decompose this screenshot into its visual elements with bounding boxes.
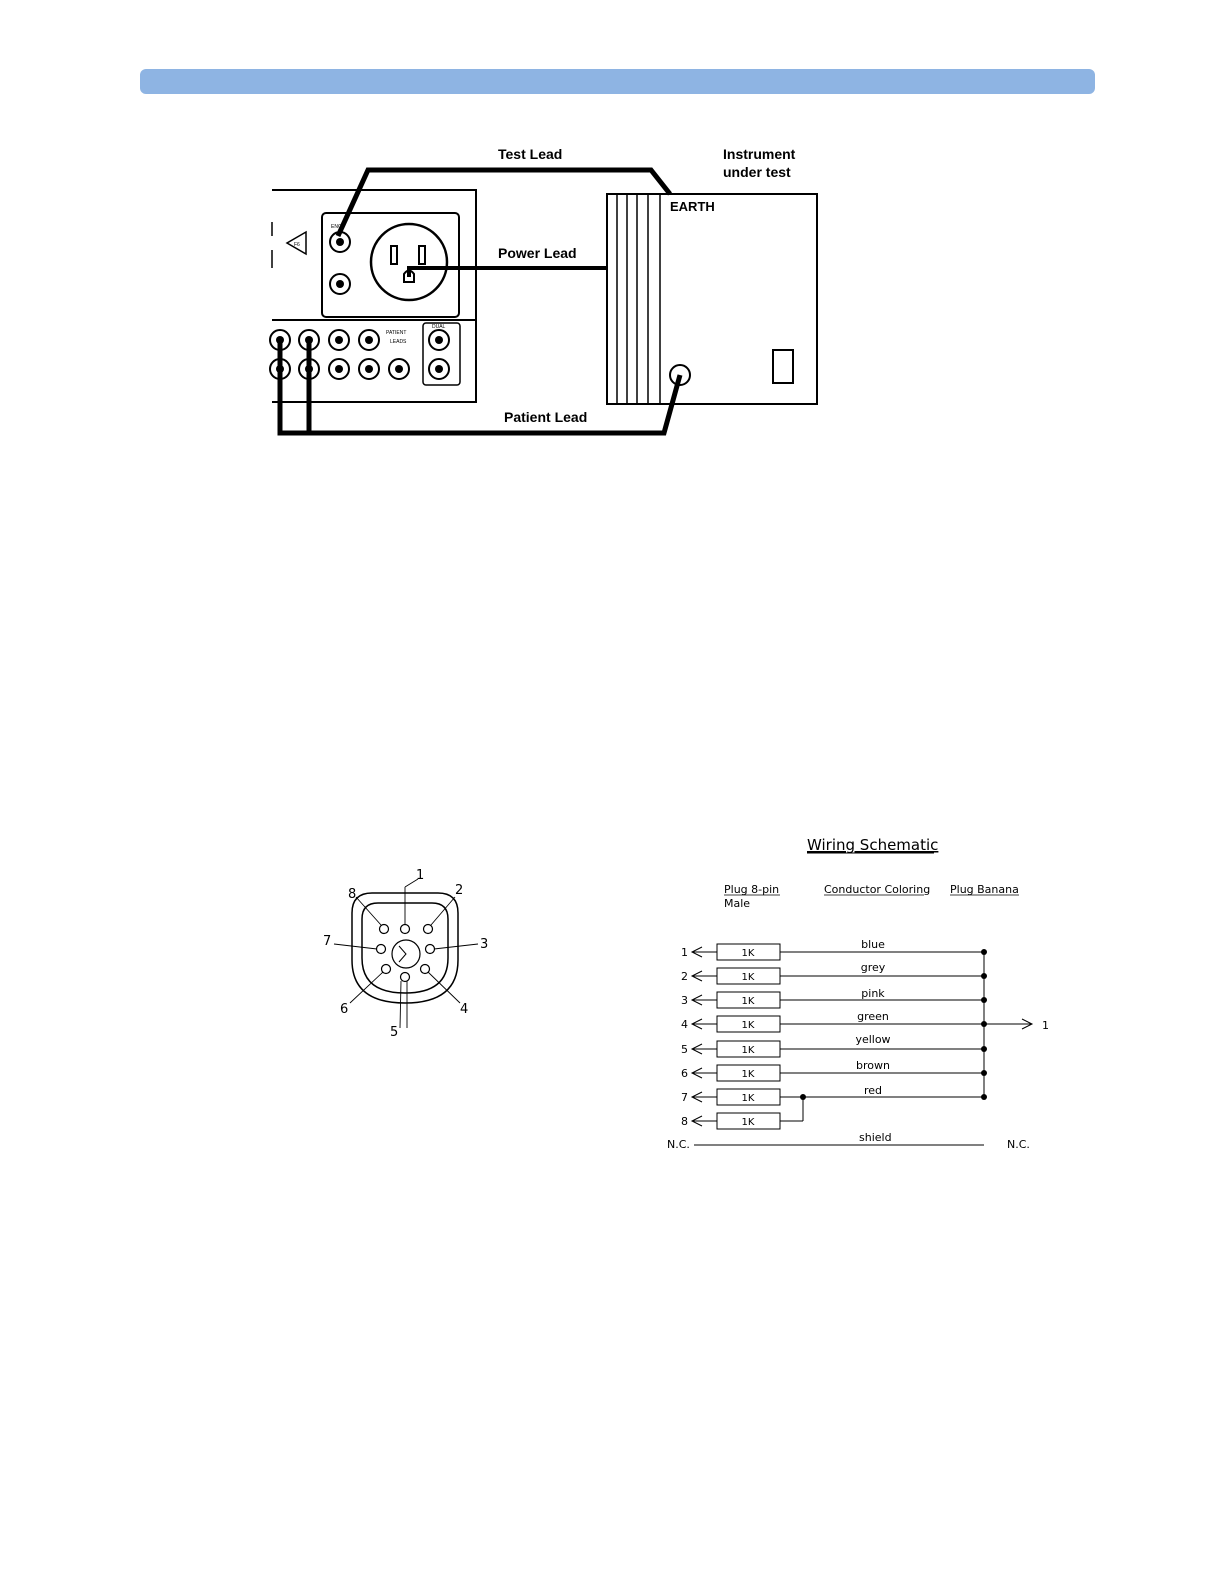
pin-label-5: 5 (390, 1025, 399, 1040)
row-pin-label: 7 (681, 1091, 688, 1104)
row-resistor-label: 1K (741, 1093, 755, 1104)
row-resistor-label: 1K (741, 972, 755, 983)
svg-text:F6: F6 (294, 242, 300, 248)
schematic-row (681, 1113, 780, 1129)
schematic-title: Wiring Schematic (807, 836, 939, 854)
pin-label-3: 3 (480, 937, 489, 952)
power-lead-label: Power Lead (498, 245, 577, 261)
pin-label-6: 6 (340, 1002, 349, 1017)
schematic-row (681, 961, 987, 984)
svg-text:ENC: ENC (331, 224, 342, 230)
wiring-schematic (667, 836, 1049, 1151)
row-pin-label: 6 (681, 1067, 688, 1080)
row-pin-label: 8 (681, 1115, 688, 1128)
earth-label: EARTH (670, 199, 715, 214)
schematic-row (681, 1010, 987, 1032)
schematic-row (681, 938, 987, 960)
pin7-junction (800, 1094, 806, 1100)
power-outlet (371, 224, 447, 300)
pin-label-2: 2 (455, 883, 464, 898)
test-lead (338, 170, 670, 236)
dual-label: DUAL (432, 324, 446, 330)
row-resistor-label: 1K (741, 1117, 755, 1128)
row-pin-label: 1 (681, 946, 688, 959)
patient-lead-label: Patient Lead (504, 409, 588, 425)
instrument-label-line1: Instrument (723, 146, 796, 162)
row-pin-label: 5 (681, 1043, 688, 1056)
row-conductor-color: yellow (855, 1033, 891, 1046)
row-pin-label: 4 (681, 1018, 688, 1031)
schematic-rows (681, 938, 987, 1129)
test-lead-label: Test Lead (498, 146, 563, 162)
schematic-row (681, 1059, 987, 1081)
shield-nc-right: N.C. (1007, 1138, 1030, 1151)
instrument-label-line2: under test (723, 164, 791, 180)
row-conductor-color: green (857, 1010, 889, 1023)
row-pin-label: 2 (681, 970, 688, 983)
col-plug-header: Plug 8-pin (724, 883, 780, 896)
test-setup-diagram (270, 146, 817, 433)
row-pin-label: 3 (681, 994, 688, 1007)
row-resistor-label: 1K (741, 948, 755, 959)
pin-label-4: 4 (460, 1002, 469, 1017)
row-conductor-color: blue (861, 938, 885, 951)
schematic-row (681, 987, 987, 1008)
col-banana-header: Plug Banana (950, 883, 1019, 896)
pin-label-7: 7 (323, 934, 332, 949)
analyzer-housing (272, 190, 476, 402)
col-plug-sub: Male (724, 897, 751, 910)
patient-lead (280, 340, 680, 433)
banana-output-label: 1 (1042, 1019, 1049, 1032)
patient-leads-label-2: LEADS (390, 339, 407, 345)
patient-lead-jacks (270, 330, 409, 379)
row-resistor-label: 1K (741, 1020, 755, 1031)
patient-leads-label-1: PATIENT (386, 330, 407, 336)
instrument-under-test (607, 194, 817, 404)
row-resistor-label: 1K (741, 1069, 755, 1080)
row-resistor-label: 1K (741, 1045, 755, 1056)
schematic-row (681, 1084, 987, 1105)
row-conductor-color: pink (861, 987, 885, 1000)
row-conductor-color: brown (856, 1059, 890, 1072)
col-conductor-header: Conductor Coloring (824, 883, 931, 896)
instrument-switch (773, 350, 793, 383)
schematic-row (681, 1033, 987, 1057)
shield-nc-left: N.C. (667, 1138, 690, 1151)
pin-label-8: 8 (348, 887, 357, 902)
pin-label-1: 1 (416, 868, 425, 883)
row-conductor-color: grey (860, 961, 886, 974)
dual-panel (423, 323, 460, 385)
connector-pinout-diagram (323, 868, 488, 1040)
shield-label: shield (859, 1131, 892, 1144)
row-resistor-label: 1K (741, 996, 755, 1007)
row-conductor-color: red (863, 1084, 883, 1097)
power-lead (409, 268, 607, 277)
